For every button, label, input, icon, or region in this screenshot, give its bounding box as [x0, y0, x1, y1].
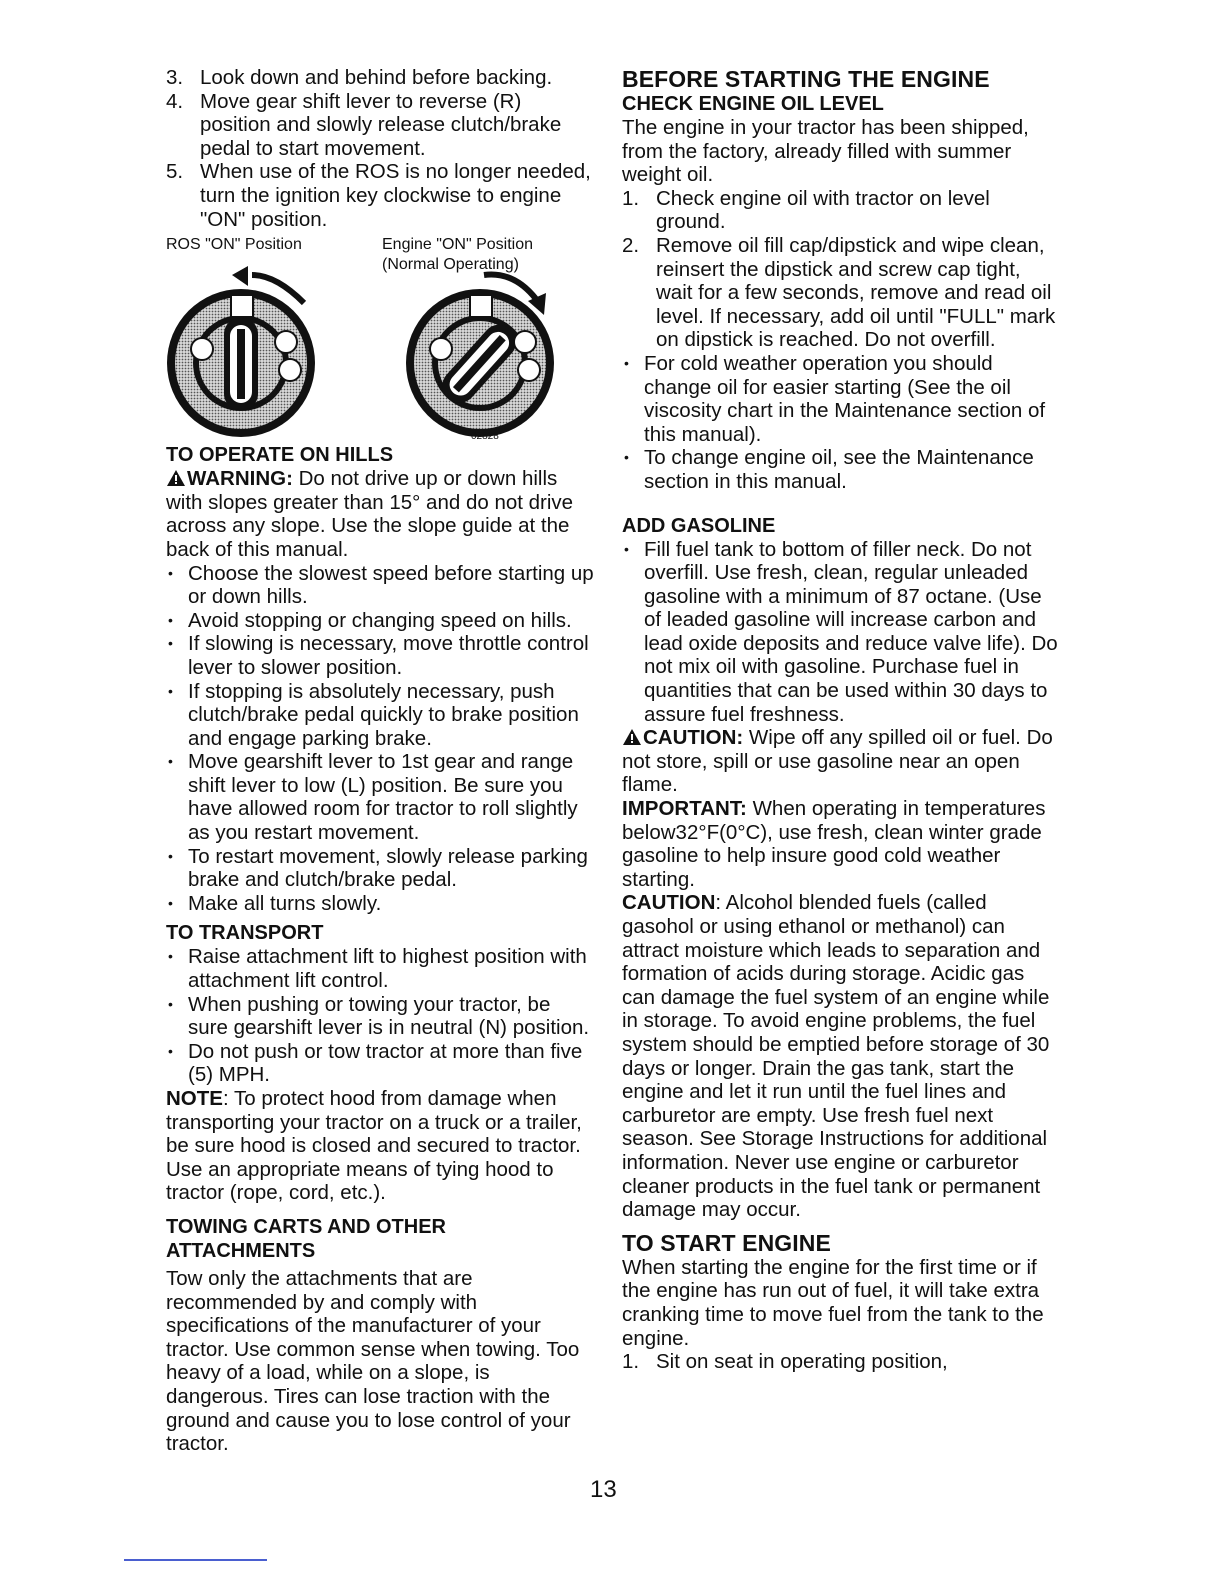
step-item: 3. Look down and behind before backing. — [166, 66, 553, 89]
gasoline-important: IMPORTANT: When operating in temperatures below32°F(0°C), use fresh, clean winter grade gasoline to help insure good cold weather starting. — [622, 797, 1046, 891]
hills-warning: WARNING: Do not drive up or down hills with slopes greater than 15° and do not drive across any slope. Use the slope guide at the back of this manual. — [166, 467, 574, 561]
step-item: 4. Move gear shift lever to reverse (R) position and slowly release clutch/brake pedal to start movement. — [166, 89, 562, 160]
transport-bullets — [166, 945, 594, 1087]
towing-heading: TOWING CARTS AND OTHER ATTACHMENTS — [166, 1215, 446, 1262]
gasoline-caution: CAUTION: Wipe off any spilled oil or fuel. Do not store, spill or use gasoline near an open flame. — [622, 726, 1053, 797]
list-item: • For cold weather operation you should change oil for easier starting (See the oil viscosity chart in the Maintenance section of this manual). — [622, 352, 1062, 446]
hills-bullets — [166, 562, 594, 916]
transport-note: NOTE: To protect hood from damage when transporting your tractor on a truck or a trailer, be sure hood is closed and secured to tractor. Use an appropriate means of tying hood to tractor (rope, cord, etc.). — [166, 1087, 582, 1205]
start-engine-text: When starting the engine for the first time or if the engine has run out of fuel, it will take extra cranking time to move fuel from the tank to the engine. — [622, 1255, 1044, 1350]
before-starting-heading: BEFORE STARTING THE ENGINE — [622, 66, 990, 92]
oil-intro: The engine in your tractor has been shipped, from the factory, already filled with summer weight oil. — [622, 116, 1029, 187]
start-steps — [622, 1350, 1062, 1374]
list-item: • Make all turns slowly. — [166, 892, 594, 916]
step-item: 5. When use of the ROS is no longer needed, turn the ignition key clockwise to engine "ON" position. — [166, 160, 591, 231]
step-item: 1. Check engine oil with tractor on level ground. — [622, 186, 990, 234]
page-number: 13 — [590, 1476, 617, 1503]
oil-steps — [622, 187, 1062, 352]
start-engine-heading: TO START ENGINE — [622, 1229, 831, 1256]
gasoline-heading: ADD GASOLINE — [622, 514, 776, 537]
list-item: • Avoid stopping or changing speed on hills. — [166, 609, 594, 633]
list-item: • When pushing or towing your tractor, be sure gearshift lever is in neutral (N) position. — [166, 993, 594, 1040]
alcohol-caution: CAUTION: Alcohol blended fuels (called gasohol or using ethanol or methanol) can attract moisture which leads to separation and formation of acids during storage. Acidic gas can damage the fuel system of an engine while in storage. To avoid engine problems, the fuel system should be emptied before storage of 30 days or longer. Drain the gas tank, start the engine and let it run until the fuel lines and carburetor are empty. Use fresh fuel next season. See Storage Instructions for additional information. Never use engine or carburetor cleaner products in the fuel tank or permanent damage may occur. — [622, 891, 1050, 1222]
engine-switch-icon — [406, 289, 554, 437]
list-item: • To restart movement, slowly release parking brake and clutch/brake pedal. — [166, 845, 594, 892]
list-item: • To change engine oil, see the Maintenance section in this manual. — [622, 446, 1062, 493]
caption-ros-on: ROS "ON" Position — [166, 236, 302, 254]
list-item: • Do not push or tow tractor at more than five (5) MPH. — [166, 1040, 594, 1087]
footer-rule — [124, 1559, 267, 1561]
warning-triangle-icon — [622, 728, 642, 746]
left-column — [166, 66, 594, 1456]
ignition-switch-illustration — [166, 235, 594, 441]
list-item: • Choose the slowest speed before starting up or down hills. — [166, 562, 594, 609]
transport-heading: TO TRANSPORT — [166, 922, 324, 945]
ros-switch-icon — [167, 289, 315, 437]
figure-code: 02828 — [471, 431, 499, 442]
list-item: • Fill fuel tank to bottom of filler neck. Do not overfill. Use fresh, clean, regular unleaded gasoline with a minimum of 87 octane. (Use of leaded gasoline will increase carbon and lead oxide deposits and reduce valve life). Do not mix oil with gasoline. Purchase fuel in quantities that can be used within 30 days to assure fuel freshness. — [622, 538, 1062, 727]
caption-engine-on: Engine "ON" Position — [382, 236, 533, 254]
list-item: • Move gearshift lever to 1st gear and range shift lever to low (L) position. Be sure you have allowed room for tractor to roll slightly as you restart movement. — [166, 750, 594, 844]
backing-steps — [166, 66, 594, 231]
list-item: • If slowing is necessary, move throttle control lever to slower position. — [166, 632, 594, 679]
right-column — [622, 66, 1062, 1374]
list-item: • If stopping is absolutely necessary, push clutch/brake pedal quickly to brake position and engage parking brake. — [166, 680, 594, 751]
step-item: 1. Sit on seat in operating position, — [622, 1350, 948, 1374]
ignition-figure — [166, 235, 594, 441]
oil-heading: CHECK ENGINE OIL LEVEL — [622, 93, 884, 115]
list-item: • Raise attachment lift to highest position with attachment lift control. — [166, 945, 594, 992]
warning-triangle-icon — [166, 469, 186, 487]
gasoline-bullets — [622, 538, 1062, 727]
hills-heading: TO OPERATE ON HILLS — [166, 444, 394, 467]
oil-bullets — [622, 352, 1062, 494]
step-item: 2. Remove oil fill cap/dipstick and wipe clean, reinsert the dipstick and screw cap tight, wait for a few seconds, remove and read oil level. If necessary, add oil until "FULL" mark on dipstick is reached. Do not overfill. — [622, 233, 1056, 352]
towing-text: Tow only the attachments that are recommended by and comply with specifications of the manufacturer of your tractor. Use common sense when towing. Too heavy of a load, while on a slope, is dangerous. Tires can lose traction with the ground and cause you to lose control of your tractor. — [166, 1266, 580, 1456]
caption-engine-sub: (Normal Operating) — [382, 256, 519, 274]
